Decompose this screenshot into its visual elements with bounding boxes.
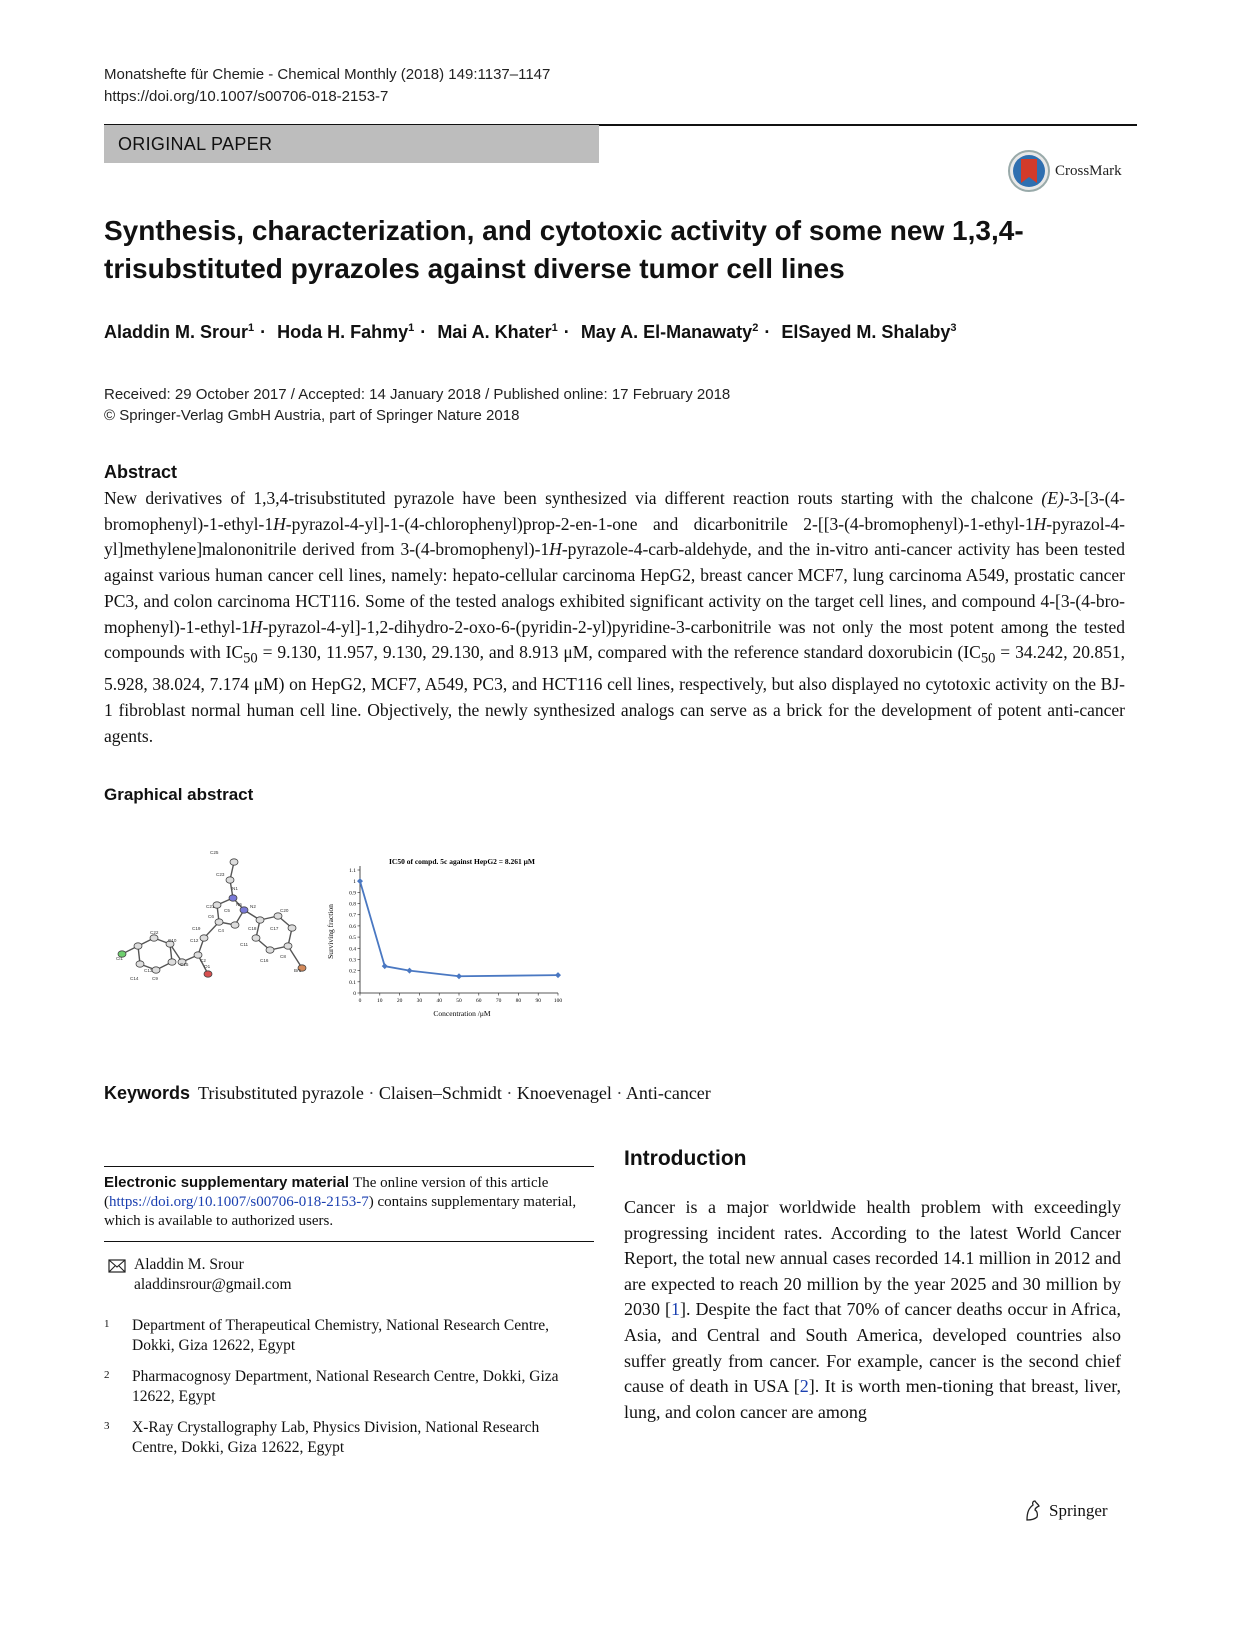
keyword-separator: ·	[363, 1083, 379, 1103]
atom-marker	[230, 859, 238, 865]
chart-series	[357, 878, 561, 979]
corresponding-author	[108, 1255, 292, 1295]
introduction-heading: Introduction	[624, 1147, 747, 1170]
atom-label: C23	[216, 872, 225, 877]
keyword-item: Anti-cancer	[625, 1083, 711, 1103]
chart-x-tick-label: 90	[535, 998, 541, 1004]
atom-label: C4	[218, 928, 224, 933]
graphical-abstract-figure	[116, 850, 590, 1025]
chart-x-tick-label: 30	[416, 998, 423, 1004]
chart-y-tick-label: 0.2	[349, 968, 356, 975]
chart-y-tick-label: 0.4	[349, 946, 356, 953]
atom-marker	[204, 971, 212, 977]
atom-marker	[231, 922, 239, 928]
atom-marker	[150, 935, 158, 941]
chart-x-tick-label: 40	[436, 998, 442, 1004]
chart-x-tick-label: 20	[396, 998, 403, 1004]
author-affiliation-mark: 1	[551, 322, 558, 334]
author-affiliation-mark: 1	[408, 322, 415, 334]
journal-doi[interactable]: https://doi.org/10.1007/s00706-018-2153-7	[104, 88, 389, 105]
atom-label: C8	[280, 954, 286, 959]
chart-y-tick-label: 0	[353, 991, 356, 997]
atom-label: C13	[144, 968, 153, 973]
footnote-rule	[104, 1241, 594, 1242]
abstract-heading: Abstract	[104, 462, 178, 482]
atom-label: N5	[236, 902, 242, 907]
supplementary-link[interactable]: https://doi.org/10.1007/s00706-018-2153-7	[109, 1194, 369, 1210]
chart-series-line	[360, 881, 558, 976]
author-affiliation-mark: 3	[950, 322, 957, 334]
atom-marker	[252, 935, 260, 941]
history-dates: Received: 29 October 2017 / Accepted: 14 January 2018 / Published online: 17 February 2018	[104, 386, 731, 403]
keyword-item: Trisubstituted pyrazole	[198, 1083, 364, 1103]
journal-citation: Monatshefte für Chemie - Chemical Monthly (2018) 149:1137–1147	[104, 66, 551, 83]
author-name: ElSayed M. Shalaby	[781, 322, 951, 342]
atom-marker	[136, 961, 144, 967]
atom-label: C16	[260, 958, 269, 963]
chart-title: IC50 of compd. 5c against HepG2 = 8.261 μM	[388, 857, 536, 866]
chart-x-tick-label: 0	[358, 998, 362, 1004]
introduction-body: Cancer is a major worldwide health problem with exceedingly progressing incident rates. According to the latest World Cancer Report, the total new annual cases recorded 14.1 million in 2012 and are expected to reach 20 million by the year 2025 and 30 million by 2030 [1]. Despite the fact that 70% of cancer deaths occur in Africa, Asia, and Central and South America, developed countries also suffer greatly from cancer. For example, cancer is the second chief cause of death in USA [2]. It is worth men-tioning that breast, liver, lung, and colon cancer are among	[624, 1197, 1121, 1422]
atom-label: C20	[280, 908, 289, 913]
supplementary-heading: Electronic supplementary material	[104, 1174, 350, 1191]
atom-marker	[229, 895, 237, 901]
atom-marker	[274, 913, 282, 919]
atom-label: C18	[248, 926, 257, 931]
atom-label: C25	[210, 850, 219, 855]
chart-data-point	[555, 972, 561, 978]
atom-marker	[256, 917, 264, 923]
chart-y-tick-label: 0.3	[349, 957, 356, 964]
atom-label: N2	[250, 904, 256, 909]
supplementary-note: Electronic supplementary material The online version of this article (https://doi.org/10.1007/s00706-018-2153-7) contains supplementary material, which is available to authorized users.	[104, 1166, 594, 1231]
chart-x-tick-label: 60	[476, 998, 482, 1004]
graphical-abstract-heading: Graphical abstract	[104, 785, 254, 804]
surviving-fraction-chart	[326, 857, 562, 1018]
atom-label: Br1	[294, 968, 302, 973]
chart-x-tick-label: 70	[495, 998, 502, 1004]
keyword-item: Claisen–Schmidt	[378, 1083, 502, 1103]
atom-label: C11	[240, 942, 249, 947]
atom-label: Cl1	[116, 956, 123, 961]
paper-title: Synthesis, characterization, and cytotoxic activity of some new 1,3,4-trisubstituted pyrazoles against diverse tumor cell lines	[104, 215, 1024, 284]
keyword-separator: ·	[501, 1083, 517, 1103]
chart-y-tick-label: 0.5	[349, 935, 356, 942]
author-name: Aladdin M. Srour	[104, 322, 248, 342]
author-affiliation-mark: 1	[248, 322, 255, 334]
atom-marker	[284, 943, 292, 949]
keyword-list	[198, 1083, 711, 1103]
crossmark-label: CrossMark	[1055, 162, 1122, 179]
keywords-label: Keywords	[104, 1083, 191, 1103]
abstract-body: New derivatives of 1,3,4-trisubstituted pyrazole have been synthesized via different reaction routs starting with the chalcone (E)-3-[3-(4-bromophenyl)-1-ethyl-1H-pyrazol-4-yl]-1-(4-chlorophenyl)prop-2-en-1-one and dicarbonitrile 2-[[3-(4-bromophenyl)-1-ethyl-1H-pyrazol-4-yl]methylene]malononitrile derived from 3-(4-bromophenyl)-1H-pyrazole-4-carb-aldehyde, and the in-vitro anti-cancer activity has been tested against various human cancer cell lines, namely: hepato-cellular carcinoma HepG2, breast cancer MCF7, lung carcinoma A549, prostatic cancer PC3, and colon carcinoma HCT116. Some of the tested analogs exhibited significant activity on the target cell lines, and compound 4-[3-(4-bro-mophenyl)-1-ethyl-1H-pyrazol-4-yl]-1,2-dihydro-2-oxo-6-(pyridin-2-yl)pyridine-3-carbonitrile was not only the most potent among the tested compounds with $IC_{50} = 9.130$, 11.957, 9.130, 29.130, and 8.913 μM, compared with the reference standard doxorubicin ($IC_{50} = 34.242$, 20.851, 5.928, 38.024, 7.174 μM) on HepG2, MCF7, A549, PC3, and HCT116 cell lines, respectively, but also displayed no cytotoxic activity on the BJ-1 fibroblast normal human cell line. Objectively, the newly synthesized analogs can serve as a brick for the development of potent anti-cancer agents.	[104, 488, 1126, 746]
keywords	[104, 1083, 711, 1104]
author-name: Mai A. Khater	[437, 322, 552, 342]
atom-label: C5	[224, 908, 230, 913]
corresponding-name: Aladdin M. Srour	[134, 1256, 244, 1273]
atom-label: C10	[168, 938, 177, 943]
atom-label: C19	[192, 926, 201, 931]
keyword-separator: ·	[611, 1083, 626, 1103]
keyword-item: Knoevenagel	[516, 1083, 612, 1103]
atom-label: O1	[204, 964, 211, 969]
affiliation-3: 3 X-Ray Crystallography Lab, Physics Division, National Research Centre, Dokki, Giza 12622, Egypt	[104, 1419, 540, 1456]
envelope-icon	[108, 1259, 126, 1273]
chart-x-ticks	[359, 993, 563, 1004]
section-tag: ORIGINAL PAPER	[104, 125, 599, 163]
atom-label: N1	[232, 886, 238, 891]
chart-x-tick-label: 100	[553, 998, 563, 1004]
chart-x-tick-label: 50	[456, 998, 462, 1004]
atom-label: C22	[150, 930, 159, 935]
reference-link[interactable]: 1	[671, 1299, 681, 1320]
atom-marker	[152, 967, 160, 973]
chart-data-point	[407, 968, 413, 974]
chart-y-tick-label: 0.7	[349, 912, 356, 919]
author-list: Aladdin M. Srour$^1$ · Hoda H. Fahmy$^1$ · Mai A. Khater$^1$ · May A. El-Manawaty$^2$ · ElSayed M. Shalaby$^3$	[104, 322, 957, 342]
author-name: May A. El-Manawaty	[580, 322, 753, 342]
reference-link[interactable]: 2	[799, 1376, 809, 1397]
atom-marker	[266, 947, 274, 953]
atom-label: C15	[180, 962, 189, 967]
chart-data-point	[382, 963, 388, 969]
chart-y-tick-label: 1	[353, 879, 356, 886]
atom-label: C2	[200, 958, 206, 963]
chart-y-ticks	[349, 868, 360, 997]
publisher-logo	[1023, 1500, 1108, 1522]
chart-y-tick-label: 1.1	[349, 868, 356, 874]
atom-marker	[134, 943, 142, 949]
crossmark-badge[interactable]	[1007, 147, 1122, 195]
atom-marker	[226, 877, 234, 883]
atom-label: C12	[190, 938, 199, 943]
chart-y-tick-label: 0.1	[349, 979, 356, 986]
chart-y-tick-label: 0.8	[349, 901, 356, 908]
atom-marker	[215, 919, 223, 925]
chart-x-tick-label: 80	[515, 998, 522, 1004]
chart-y-tick-label: 0.6	[349, 923, 356, 930]
chart-data-point	[357, 878, 363, 884]
atom-marker	[240, 907, 248, 913]
copyright-line: © Springer-Verlag GmbH Austria, part of Springer Nature 2018	[104, 407, 520, 424]
journal-header	[104, 64, 550, 108]
atom-label: C21	[206, 904, 215, 909]
atom-label: C14	[130, 976, 139, 981]
atom-label: C17	[270, 926, 279, 931]
chart-x-tick-label: 10	[377, 998, 383, 1004]
chart-y-tick-label: 0.9	[349, 890, 356, 897]
crossmark-icon	[1007, 149, 1051, 193]
chart-data-point	[456, 973, 462, 979]
atom-label: C6	[208, 914, 214, 919]
affiliation-1: 1 Department of Therapeutical Chemistry, National Research Centre, Dokki, Giza 12622, Egypt	[104, 1317, 550, 1354]
atom-marker	[288, 925, 296, 931]
atom-marker	[168, 959, 176, 965]
springer-horse-icon	[1023, 1500, 1043, 1522]
atom-marker	[200, 935, 208, 941]
atom-label: C9	[152, 976, 158, 981]
affiliation-2: 2 Pharmacognosy Department, National Research Centre, Dokki, Giza 12622, Egypt	[104, 1368, 559, 1405]
author-affiliation-mark: 2	[752, 322, 759, 334]
publisher-name: Springer	[1049, 1501, 1108, 1520]
chart-xlabel: Concentration /μM	[433, 1009, 491, 1018]
chart-ylabel: Surviving fraction	[326, 904, 335, 959]
publication-dates	[104, 384, 730, 426]
author-name: Hoda H. Fahmy	[277, 322, 409, 342]
corresponding-email[interactable]: aladdinsrour@gmail.com	[134, 1276, 292, 1293]
